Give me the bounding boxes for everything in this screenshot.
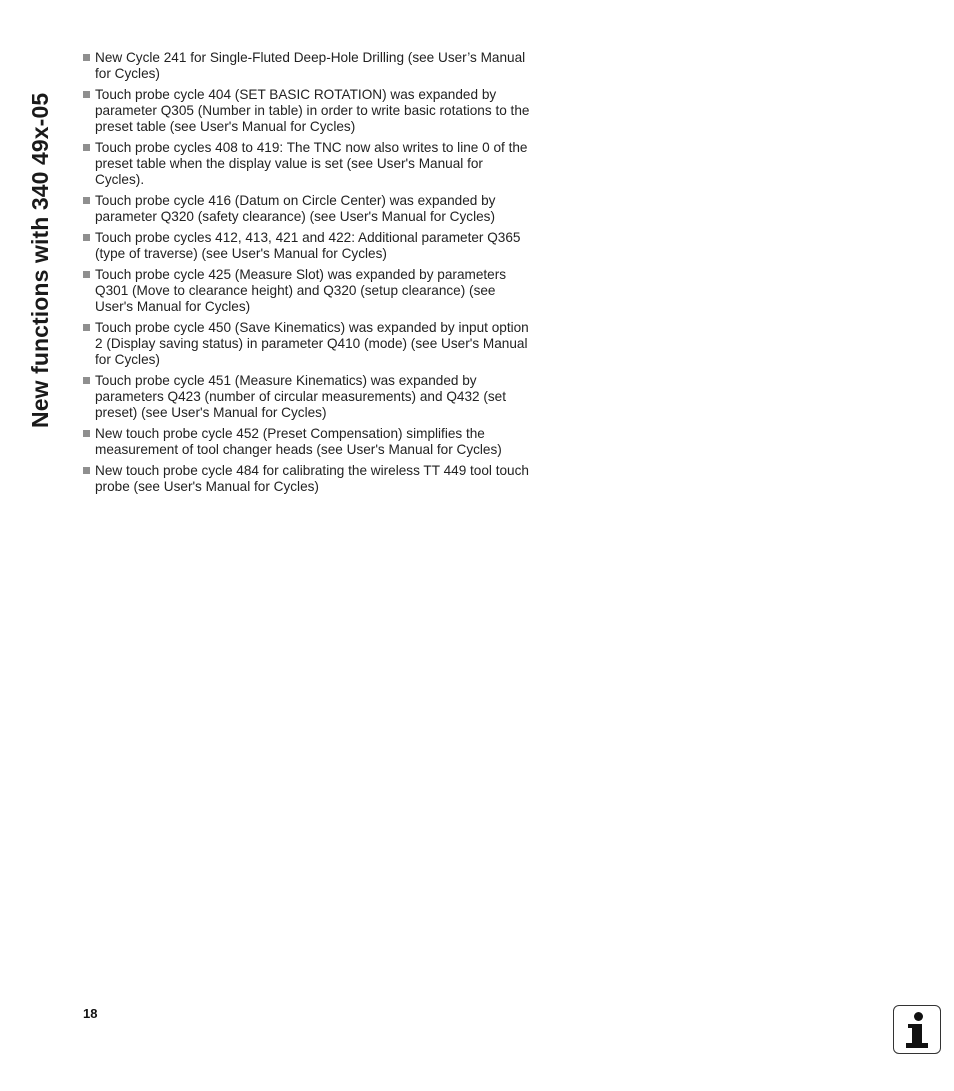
square-bullet-icon: [83, 144, 90, 151]
list-item: [82, 463, 532, 495]
square-bullet-icon: [83, 324, 90, 331]
square-bullet-icon: [83, 271, 90, 278]
info-icon-serif-bottom: [906, 1043, 928, 1048]
list-item-text: New touch probe cycle 484 for calibrating the wireless TT 449 tool touch probe (see User's Manual for Cycles): [95, 463, 529, 494]
square-bullet-icon: [83, 91, 90, 98]
info-icon-dot: [914, 1012, 923, 1021]
feature-list: [82, 50, 532, 495]
list-item-text: New touch probe cycle 452 (Preset Compensation) simplifies the measurement of tool changer heads (see User's Manual for Cycles): [95, 426, 502, 457]
list-item-text: Touch probe cycles 408 to 419: The TNC now also writes to line 0 of the preset table when the display value is set (see User's Manual for Cycles).: [95, 140, 528, 187]
square-bullet-icon: [83, 54, 90, 61]
list-item-text: Touch probe cycle 451 (Measure Kinematics) was expanded by parameters Q423 (number of circular measurements) and Q432 (set preset) (see User's Manual for Cycles): [95, 373, 507, 420]
square-bullet-icon: [83, 377, 90, 384]
list-item: [82, 320, 532, 368]
list-item-text: Touch probe cycle 404 (SET BASIC ROTATION) was expanded by parameter Q305 (Number in table) in order to write basic rotations to the preset table (see User's Manual for Cycles): [95, 87, 530, 134]
square-bullet-icon: [83, 197, 90, 204]
list-item: [82, 267, 532, 315]
side-section-title: [27, 40, 57, 440]
list-item: [82, 193, 532, 225]
feature-list-container: [82, 50, 532, 500]
list-item: [82, 140, 532, 188]
square-bullet-icon: [83, 467, 90, 474]
list-item: [82, 50, 532, 82]
info-icon-stem: [912, 1024, 922, 1044]
list-item-text: New Cycle 241 for Single-Fluted Deep-Hole Drilling (see User’s Manual for Cycles): [95, 50, 526, 81]
info-icon: [893, 1005, 941, 1054]
square-bullet-icon: [83, 430, 90, 437]
list-item: [82, 87, 532, 135]
list-item-text: Touch probe cycle 425 (Measure Slot) was expanded by parameters Q301 (Move to clearance height) and Q320 (setup clearance) (see User's Manual for Cycles): [95, 267, 507, 314]
list-item: [82, 373, 532, 421]
square-bullet-icon: [83, 234, 90, 241]
page-number: 18: [83, 1006, 98, 1021]
list-item-text: Touch probe cycle 450 (Save Kinematics) was expanded by input option 2 (Display saving status) in parameter Q410 (mode) (see User's Manual for Cycles): [95, 320, 529, 367]
list-item: [82, 230, 532, 262]
list-item-text: Touch probe cycles 412, 413, 421 and 422: Additional parameter Q365 (type of traverse) (see User's Manual for Cycles): [95, 230, 521, 261]
list-item-text: Touch probe cycle 416 (Datum on Circle Center) was expanded by parameter Q320 (safety clearance) (see User's Manual for Cycles): [95, 193, 496, 224]
section-title-text: New functions with 340 49x-05: [27, 92, 53, 428]
list-item: [82, 426, 532, 458]
